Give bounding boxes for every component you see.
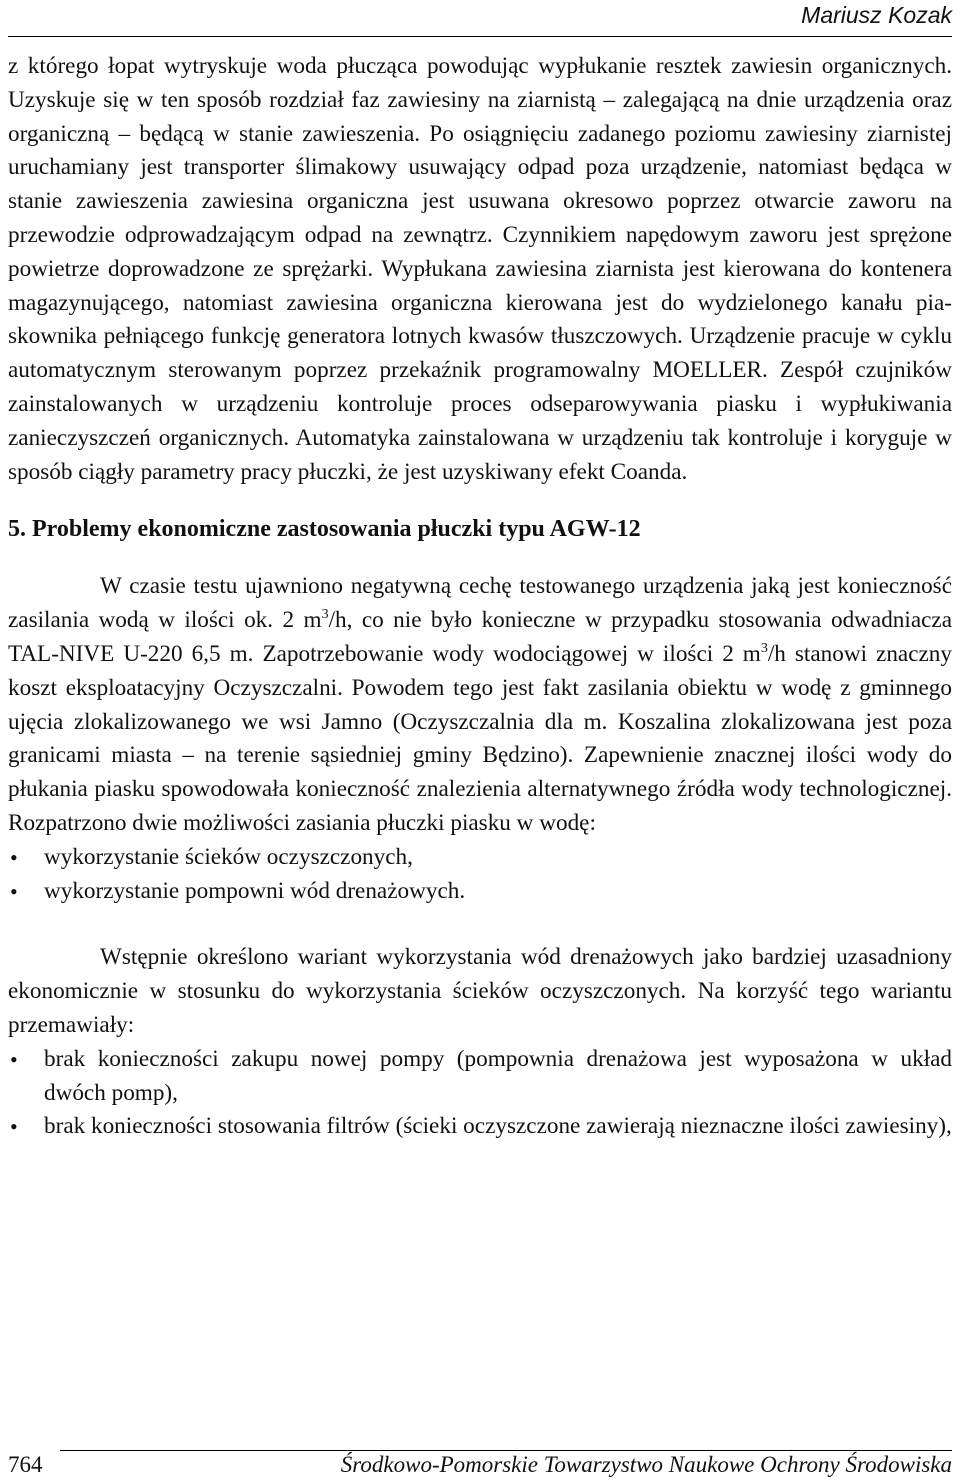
- list-item: • wykorzystanie ścieków oczyszczonych,: [8, 841, 952, 875]
- list-item: • brak konieczności stosowania filtrów (ścieki oczyszczone zawierają nieznaczne ilości zawiesiny),: [8, 1110, 952, 1144]
- footer-rule: [60, 1450, 952, 1451]
- superscript-3: 3: [760, 640, 768, 656]
- paragraph-1: z którego łopat wytryskuje woda płucząca powodując wypłukanie resztek zawiesin organicznych. Uzyskuje się w ten sposób rozdział faz zawiesiny na ziarnistą – zalegającą na dnie urządzenia oraz organiczną – będącą w stanie zawieszenia. Po osiągnięciu zadanego poziomu zawiesiny ziarnistej uruchamiany jest transporter ślimakowy usuwający odpad poza urządzenie, natomiast będąca w stanie zawieszenia zawiesina organiczna jest usuwana okresowo poprzez otwarcie zaworu na przewodzie odprowadzającym odpad na zewnątrz. Czynnikiem napędowym zaworu jest sprężone powietrze doprowadzone ze sprężarki. Wypłukana zawiesina ziarnista jest kierowana do kontenera magazynującego, natomiast zawiesina organiczna kierowana jest do wydzielonego kanału piaskownika pełniącego funkcję generatora lotnych kwasów tłuszczowych. Urządzenie pracuje w cyklu automatycznym sterowanym poprzez przekaźnik programowalny MOELLER. Zespół czujników zainstalowanych w urządzeniu kontroluje proces odseparowywania piasku i wypłukiwania zanieczyszczeń organicznych. Automatyka zainstalowana w urządzeniu tak kontroluje i koryguje w sposób ciągły parametry pracy płuczki, że jest uzyskiwany efekt Coanda.: [8, 53, 952, 485]
- header-rule: [8, 36, 952, 37]
- running-header-author: Mariusz Kozak: [801, 2, 952, 28]
- paragraph-2-text-a: W czasie testu ujawniono negatywną cechę testowanego urządzenia jaką jest konieczność zasilania wodą w ilości ok. 2 m: [8, 573, 952, 634]
- spacer: [8, 908, 952, 941]
- paragraph-3: Wstępnie określono wariant wykorzystania wód drenażowych jako bardziej uzasadniony ekonomicznie w stosunku do wykorzystania ścieków oczyszczonych. Na korzyść tego wariantu przemawiały:: [8, 944, 952, 1038]
- superscript-3: 3: [321, 607, 329, 623]
- section-heading: 5. Problemy ekonomiczne zastosowania płuczki typu AGW-12: [8, 516, 641, 543]
- paragraph-2-text-b: /h, co nie było konieczne w przypadku stosowania odwadniacza TAL-NIVE U-220 6,5 m. Zapotrzebowanie wody wodociągowej w ilości 2 m: [8, 607, 952, 667]
- bullet-list-advantages: [8, 1043, 952, 1144]
- paragraph-2-text-c: /h stanowi znaczny koszt eksploatacyjny Oczyszczalni. Powodem tego jest fakt zasilania obiektu w wodę z gminnego ujęcia zlokalizowanego we wsi Jamno (Oczyszczalnia dla m. Koszalina zlokalizowana jest poza granicami miasta – na terenie sąsiedniej gminy Będzino). Zapewnienie znacznej ilości wody do płukania piasku spowodowała konieczność znalezienia alternatywnego źródła wody technologicznej. Rozpatrzono dwie możliwości zasiania płuczki piasku w wodę:: [8, 640, 952, 836]
- list-item: • wykorzystanie pompowni wód drenażowych.: [8, 875, 952, 909]
- bullet-list-options: [8, 841, 952, 909]
- paragraph-2: [8, 570, 952, 840]
- page-number: 764: [8, 1452, 43, 1477]
- list-item: • brak konieczności zakupu nowej pompy (pompownia drenażowa jest wyposażona w układ dwóch pomp),: [8, 1043, 952, 1111]
- body-text: [8, 50, 952, 1144]
- footer-journal-name: Środkowo-Pomorskie Towarzystwo Naukowe Ochrony Środowiska: [340, 1452, 952, 1477]
